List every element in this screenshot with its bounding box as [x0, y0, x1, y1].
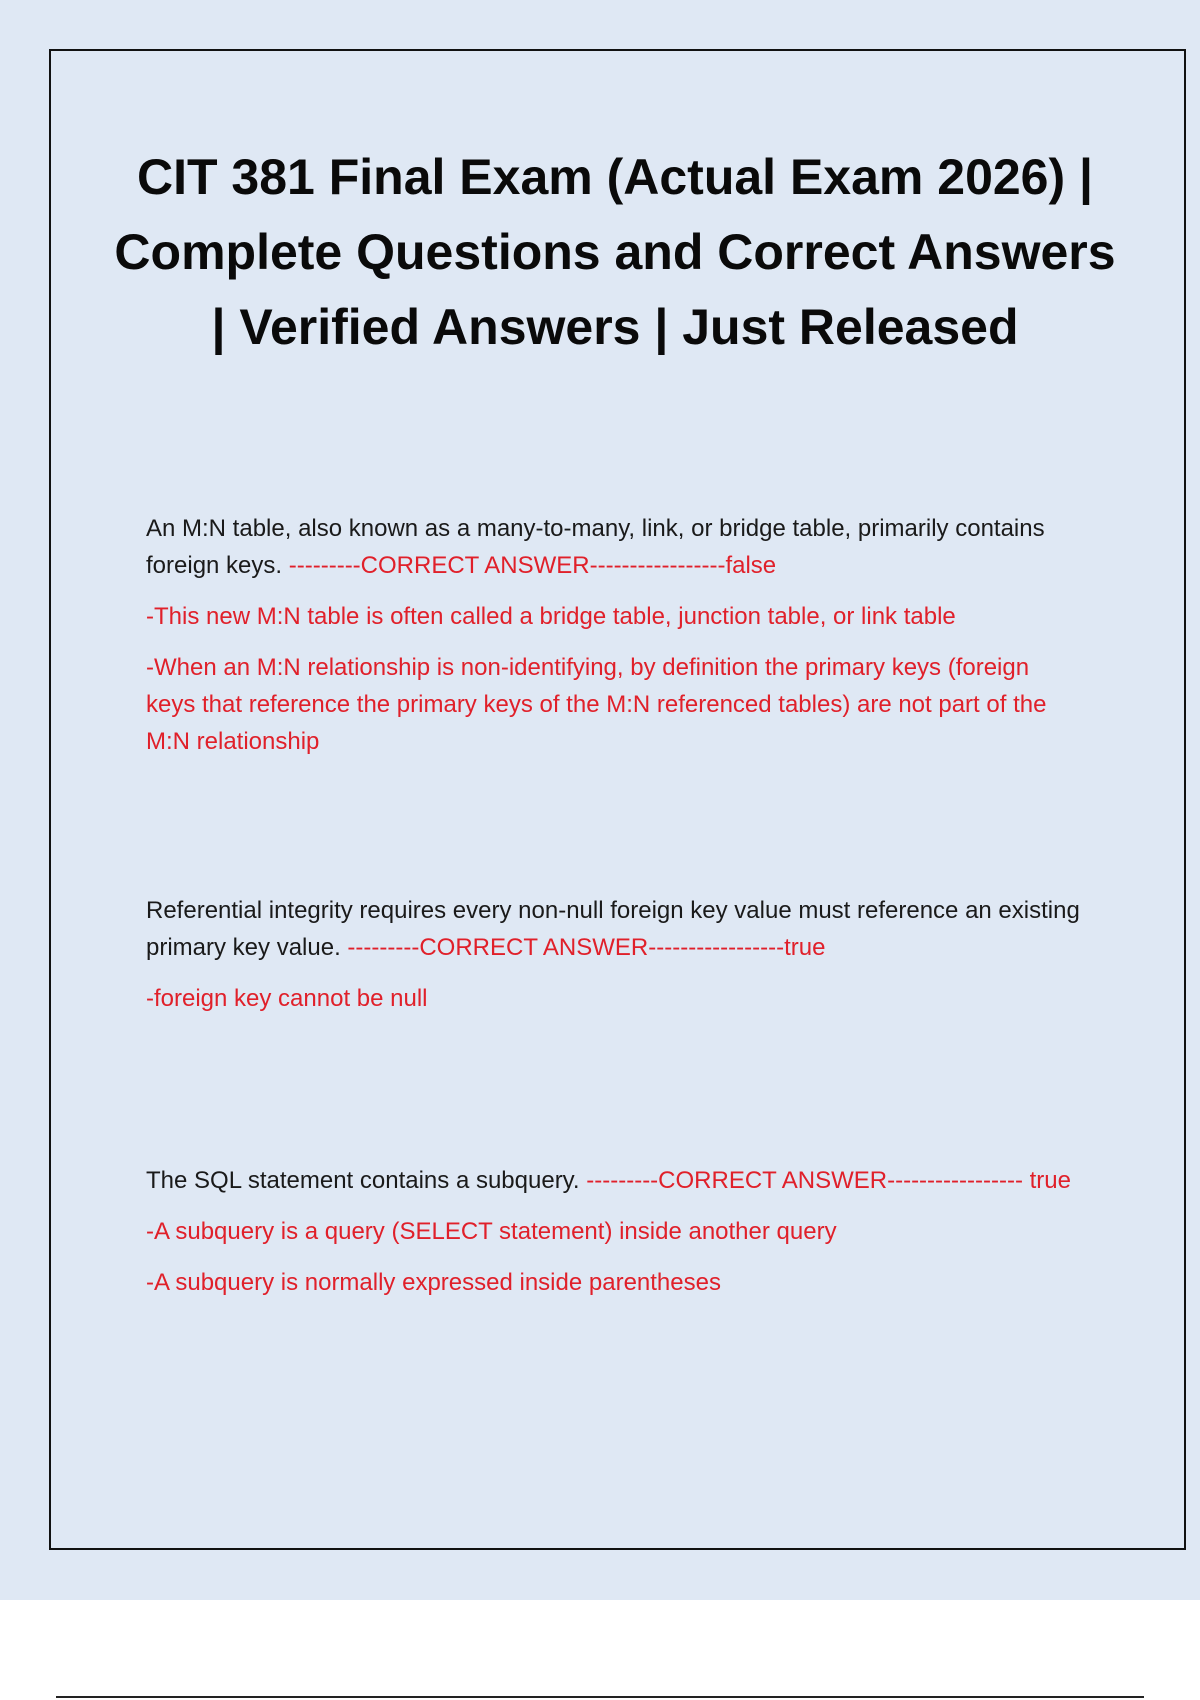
question-2-explanation-1: -foreign key cannot be null: [146, 985, 428, 1012]
question-1-statement: An M:N table, also known as a many-to-many, link, or bridge table, primarily contains foreign keys.: [146, 515, 1045, 579]
question-2-statement: Referential integrity requires every non-null foreign key value must reference an existing primary key value.: [146, 897, 1080, 961]
document-title: CIT 381 Final Exam (Actual Exam 2026) | Complete Questions and Correct Answers | Verified Answers | Just Released: [114, 149, 1116, 355]
question-text-3: [146, 1162, 1081, 1199]
question-3-answer: ---------CORRECT ANSWER----------------- true: [579, 1167, 1071, 1194]
question-1-answer: ---------CORRECT ANSWER-----------------false: [282, 552, 777, 579]
footer-divider: [56, 1696, 1144, 1698]
question-3-statement: The SQL statement contains a subquery.: [146, 1167, 580, 1194]
question-1-explanation-2: -When an M:N relationship is non-identifying, by definition the primary keys (foreign keys that reference the primary keys of the M:N referenced tables) are not part of the M:N relationship: [146, 654, 1047, 755]
questions-list: [146, 510, 1081, 1301]
question-1-explanation-1: -This new M:N table is often called a bridge table, junction table, or link table: [146, 603, 956, 630]
question-block-3: [146, 1162, 1081, 1301]
question-2-answer: ---------CORRECT ANSWER-----------------true: [340, 934, 826, 961]
question-block-2: [146, 892, 1081, 1017]
question-text-1: [146, 510, 1081, 584]
question-3-explanation-2: -A subquery is normally expressed inside parentheses: [146, 1269, 721, 1296]
question-block-1: [146, 510, 1081, 760]
question-text-2: [146, 892, 1081, 966]
question-3-explanation-1: -A subquery is a query (SELECT statement) inside another query: [146, 1218, 837, 1245]
